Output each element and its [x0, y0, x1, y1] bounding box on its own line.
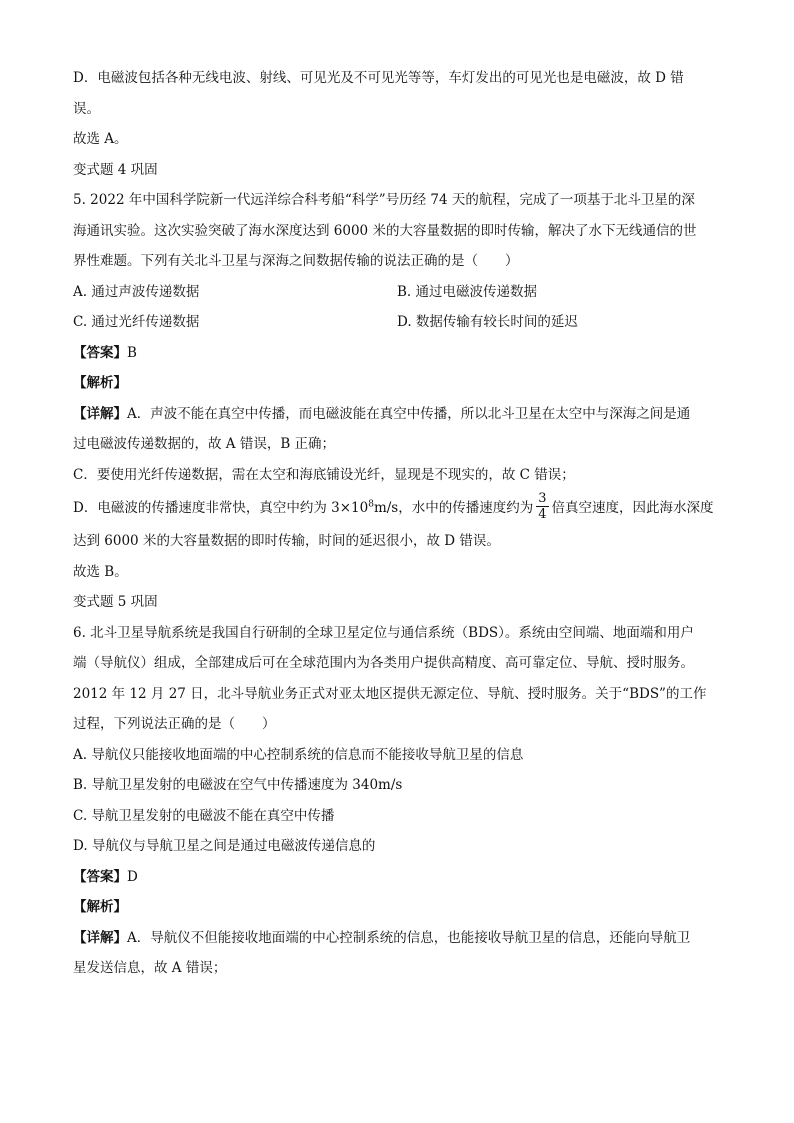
q5-stem-line2: 海通讯实验。这次实验突破了海水深度达到 6000 米的大容量数据的即时传输，解决了水下无线通信的世 [73, 222, 697, 239]
detail-text: A．导航仪不但能接收地面端的中心控制系统的信息，也能接收导航卫星的信息，还能向导航卫 [127, 929, 691, 946]
fraction-numerator: 3 [538, 491, 547, 506]
q5-option-b: B. 通过电磁波传递数据 [397, 283, 538, 300]
detail-tag: 【详解】 [73, 929, 127, 946]
fraction-denominator: 4 [538, 507, 547, 522]
exponent: 8 [368, 499, 374, 510]
q6-stem-line1: 6. 北斗卫星导航系统是我国自行研制的全球卫星定位与通信系统（BDS）。系统由空间端、地面端和用户 [73, 624, 694, 641]
q6-stem-line2: 端（导航仪）组成，全部建成后可在全球范围内为各类用户提供高精度、高可靠定位、导航、授时服务。 [73, 655, 694, 671]
prev-choose: 故选 A。 [73, 131, 128, 147]
analysis-tag: 【解析】 [73, 899, 127, 915]
q5-option-a: A. 通过声波传递数据 [73, 283, 200, 300]
q5-analysis-tag [73, 368, 723, 399]
q6-option-c: C. 导航卫星发射的电磁波不能在真空中传播 [73, 807, 335, 824]
q6-detail-a-line1 [73, 923, 723, 954]
q5-stem-line1: 5. 2022 年中国科学院新一代远洋综合科考船“科学”号历经 74 天的航程，完成了一项基于北斗卫星的深 [73, 192, 695, 208]
prev-d-explanation-line1: D．电磁波包括各种无线电波、射线、可见光及不可见光等等，车灯发出的可见光也是电磁波，故 D 错 [73, 70, 684, 86]
q6-analysis-tag [73, 892, 723, 923]
q6-option-a: A. 导航仪只能接收地面端的中心控制系统的信息而不能接收导航卫星的信息 [73, 746, 524, 763]
detail-d-mid: m/s，水中的传播速度约为 [373, 500, 534, 516]
q5-option-d: D. 数据传输有较长时间的延迟 [397, 314, 578, 330]
q5-choose: 故选 B。 [73, 563, 128, 580]
q5-options-row1 [73, 277, 723, 308]
q6-stem-line4: 过程，下列说法正确的是（ ） [73, 716, 276, 732]
q5-options-row2 [73, 307, 723, 338]
detail-d-post: 倍真空速度，因此海水深度 [551, 500, 714, 516]
variant-heading-5: 变式题 5 巩固 [73, 594, 158, 610]
q5-stem-line3: 界性难题。下列有关北斗卫星与深海之间数据传输的说法正确的是（ ） [73, 253, 519, 269]
q6-option-d: D. 导航仪与导航卫星之间是通过电磁波传递信息的 [73, 838, 376, 854]
fraction [536, 492, 548, 521]
q6-option-b: B. 导航卫星发射的电磁波在空气中传播速度为 340m/s [73, 777, 403, 793]
detail-tag: 【详解】 [73, 405, 127, 422]
q5-detail-c: C．要使用光纤传递数据，需在太空和海底铺设光纤，显现是不现实的，故 C 错误； [73, 466, 575, 483]
answer-tag: 【答案】 [73, 344, 127, 361]
answer-tag: 【答案】 [73, 868, 127, 885]
q5-answer [73, 338, 723, 369]
q6-detail-a-line2: 星发送信息，故 A 错误； [73, 960, 227, 976]
answer-value: D [127, 868, 138, 885]
answer-value: B [127, 344, 137, 361]
analysis-tag: 【解析】 [73, 375, 127, 391]
document-content [73, 63, 723, 984]
detail-text: A．声波不能在真空中传播，而电磁波能在真空中传播，所以北斗卫星在太空中与深海之间是通 [127, 405, 691, 422]
variant-heading-4: 变式题 4 巩固 [73, 161, 158, 178]
q5-option-c: C. 通过光纤传递数据 [73, 314, 200, 330]
q6-answer [73, 862, 723, 893]
q6-stem-line3: 2012 年 12 月 27 日，北斗导航业务正式对亚太地区提供无源定位、导航、授时服务。关于“BDS”的工作 [73, 685, 707, 702]
prev-d-explanation-line2: 误。 [73, 100, 100, 117]
q5-detail-a-line2: 过电磁波传递数据的，故 A 错误，B 正确； [73, 436, 336, 452]
detail-d-pre: D．电磁波的传播速度非常快，真空中约为 3×10 [73, 500, 369, 516]
q5-detail-d-line1 [73, 490, 723, 526]
q5-detail-a-line1 [73, 399, 723, 430]
q5-detail-d-line2: 达到 6000 米的大容量数据的即时传输，时间的延迟很小，故 D 错误。 [73, 533, 500, 549]
